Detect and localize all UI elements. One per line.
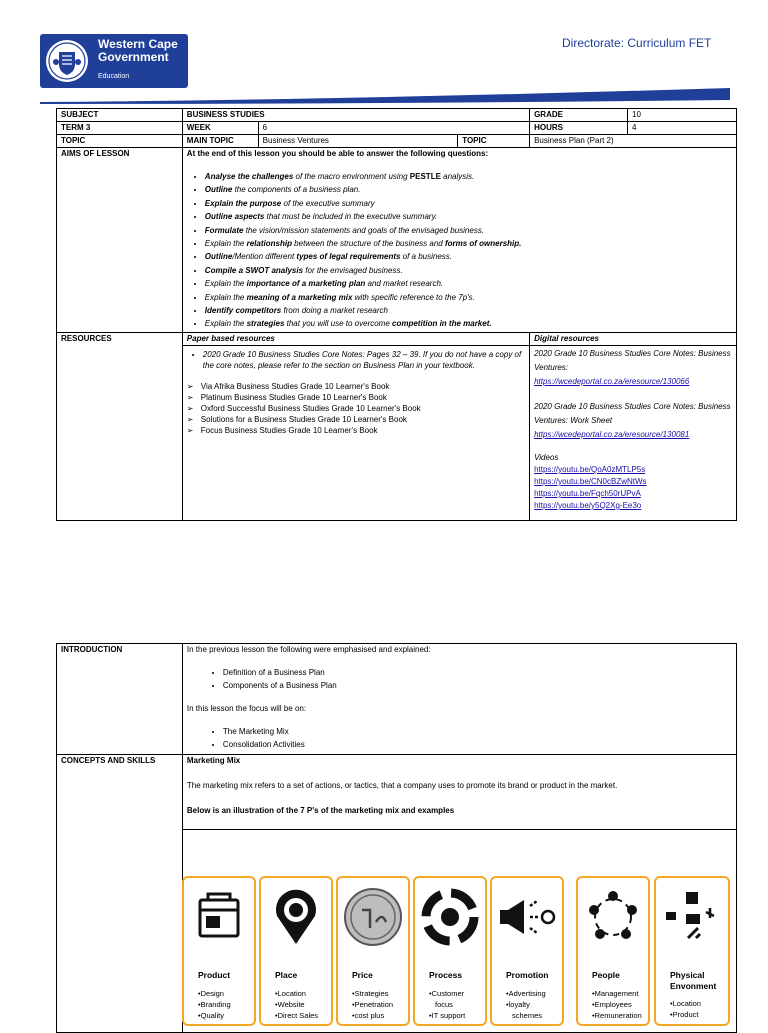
p-title: Place	[275, 970, 298, 980]
video-link[interactable]: https://youtu.be/CN0cBZwNtWs	[534, 476, 647, 486]
focus-item: • The Marketing Mix	[223, 725, 732, 738]
core-notes-item: • 2020 Grade 10 Business Studies Core Notes: Pages 32 – 39. If you do not have a copy of the core notes, please refer to the section on Business Plan in your textbook.	[203, 349, 525, 371]
textbook-item: ➢ Solutions for a Business Studies Grade 10 Learner's Book	[187, 414, 525, 425]
video-link[interactable]: https://youtu.be/QoA0zMTLP5s	[534, 464, 646, 474]
focus-item: • Consolidation Activities	[223, 738, 732, 751]
p-title: Promotion	[506, 970, 549, 980]
digital-resource-1-link[interactable]: https://wcedeportal.co.za/eresource/130066	[534, 376, 690, 386]
p-items: •Customer focus •IT support	[429, 989, 466, 1020]
aim-item: • Explain the strategies that you will use to overcome competition in the market.	[205, 317, 732, 330]
p-items: •Management •Employees •Remuneration	[592, 989, 642, 1020]
p-card-process	[413, 876, 487, 1026]
introduction-cell	[182, 644, 736, 755]
p-title: Price	[352, 970, 373, 980]
week-label: WEEK	[182, 122, 258, 135]
digital-resource-2-text: 2020 Grade 10 Business Studies Core Notes: Business Ventures: Work Sheet	[534, 401, 731, 425]
digital-resources-cell	[530, 345, 737, 520]
p-items: •Location •Product	[670, 999, 701, 1019]
aim-item: • Outline the components of a business plan.	[205, 183, 732, 196]
people-network-icon	[582, 886, 644, 948]
location-pin-icon	[265, 886, 327, 948]
aim-item: • Explain the importance of a marketing plan and market research.	[205, 277, 732, 290]
aim-item: • Compile a SWOT analysis for the envisaged business.	[205, 264, 732, 277]
textbook-item: ➢ Via Afrika Business Studies Grade 10 Learner's Book	[187, 381, 525, 392]
p-card-place	[259, 876, 333, 1026]
aims-cell	[182, 148, 736, 333]
subject-label: SUBJECT	[57, 109, 183, 122]
p-title: Process	[429, 970, 463, 980]
digital-resources-head: Digital resources	[530, 332, 737, 345]
p-items: •Design •Branding •Quality	[198, 989, 231, 1020]
grade-value: 10	[628, 109, 737, 122]
resources-label: RESOURCES	[57, 332, 183, 520]
aim-item: • Explain the relationship between the structure of the business and forms of ownership.	[205, 237, 732, 250]
aim-item: • Explain the meaning of a marketing mix with specific reference to the 7p's.	[205, 291, 732, 304]
paper-resources-head: Paper based resources	[182, 332, 529, 345]
process-cycle-icon	[419, 886, 481, 948]
prev-lesson-list	[187, 666, 732, 693]
topic-label: TOPIC	[57, 135, 183, 148]
aims-list	[187, 170, 732, 331]
aim-item: • Explain the purpose of the executive summary	[205, 197, 732, 210]
p-card-physical-environment	[654, 876, 730, 1026]
hours-label: HOURS	[530, 122, 628, 135]
coat-of-arms-icon	[44, 38, 90, 84]
p-title: People	[592, 970, 620, 980]
p-title: Product	[198, 970, 231, 980]
digital-resource-1-text: 2020 Grade 10 Business Studies Core Notes: Business Ventures:	[534, 348, 731, 372]
p-card-price	[336, 876, 410, 1026]
lesson-table	[56, 108, 737, 521]
marketing-mix-heading: Marketing Mix	[186, 756, 241, 765]
p-items: •Strategies •Penetration •cost plus	[352, 989, 393, 1020]
intro-line2: In this lesson the focus will be on:	[186, 703, 307, 713]
topic2-value: Business Plan (Part 2)	[530, 135, 737, 148]
physical-environment-icon	[660, 886, 722, 948]
main-topic-value: Business Ventures	[258, 135, 458, 148]
coin-icon	[342, 886, 404, 948]
megaphone-icon	[496, 886, 558, 948]
product-box-icon	[188, 886, 250, 948]
directorate-title: Directorate: Curriculum FET	[562, 36, 712, 50]
p-items: •Location •Website •Direct Sales	[275, 989, 319, 1020]
aims-intro: At the end of this lesson you should be able to answer the following questions:	[186, 149, 489, 158]
topic2-label: TOPIC	[458, 135, 530, 148]
intro-line1: In the previous lesson the following were emphasised and explained:	[186, 645, 431, 654]
video-link[interactable]: https://youtu.be/y5Q2Xg-Ee3o	[534, 500, 642, 510]
aim-item: • Outline/Mention different types of legal requirements of a business.	[205, 250, 732, 263]
header-swoosh	[40, 86, 730, 104]
prev-lesson-item: • Components of a Business Plan	[223, 679, 732, 692]
textbook-list	[187, 381, 525, 436]
paper-resources-cell	[182, 345, 529, 520]
introduction-label: INTRODUCTION	[57, 644, 183, 755]
prev-lesson-item: • Definition of a Business Plan	[223, 666, 732, 679]
gov-name: Western Cape Government	[98, 37, 178, 64]
grade-label: GRADE	[530, 109, 628, 122]
textbook-item: ➢ Platinum Business Studies Grade 10 Learner's Book	[187, 392, 525, 403]
aim-item: • Identify competitors from doing a market research	[205, 304, 732, 317]
digital-resource-2-link[interactable]: https://wcedeportal.co.za/eresource/130081	[534, 429, 690, 439]
focus-list	[187, 725, 732, 752]
p-items: •Advertising •loyalty schemes	[506, 989, 546, 1020]
hours-value: 4	[628, 122, 737, 135]
video-link[interactable]: https://youtu.be/Fqch50rUPvA	[534, 488, 641, 498]
textbook-item: ➢ Oxford Successful Business Studies Grade 10 Learner's Book	[187, 403, 525, 414]
illustration-note: Below is an illustration of the 7 P's of the marketing mix and examples	[186, 806, 455, 815]
textbook-item: ➢ Focus Business Studies Grade 10 Learner's Book	[187, 425, 525, 436]
marketing-mix-definition: The marketing mix refers to a set of actions, or tactics, that a company uses to promote its brand or product in the market.	[186, 781, 618, 790]
term-label: TERM 3	[57, 122, 183, 135]
p-card-promotion	[490, 876, 564, 1026]
concepts-label: CONCEPTS AND SKILLS	[57, 755, 183, 1033]
aim-item: • Formulate the vision/mission statements and goals of the envisaged business.	[205, 224, 732, 237]
aim-item: • Analyse the challenges of the macro environment using PESTLE analysis.	[205, 170, 732, 183]
p-card-people	[576, 876, 650, 1026]
week-value: 6	[258, 122, 529, 135]
aims-label: AIMS OF LESSON	[57, 148, 183, 333]
videos-label: Videos	[534, 452, 559, 462]
core-notes-list	[187, 349, 525, 371]
aim-item: • Outline aspects that must be included in the executive summary.	[205, 210, 732, 223]
p-title: Physical Envonment	[670, 970, 717, 991]
p-card-product	[182, 876, 256, 1026]
concepts-cell	[182, 755, 736, 830]
gov-education-label: Education	[98, 73, 130, 80]
main-topic-label: MAIN TOPIC	[182, 135, 258, 148]
subject-value: BUSINESS STUDIES	[182, 109, 529, 122]
